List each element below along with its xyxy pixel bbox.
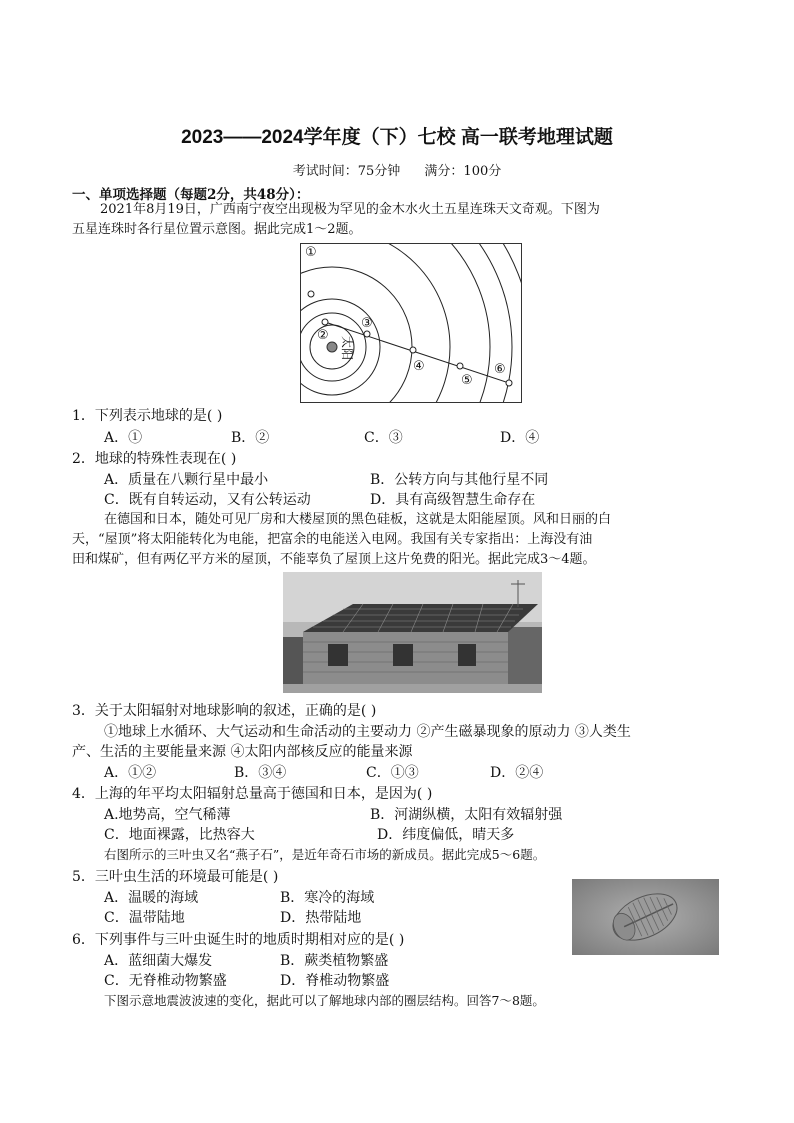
planet-3 [364, 331, 370, 337]
label-planet-2: ② [317, 328, 329, 343]
label-planet-6: ⑥ [494, 362, 506, 377]
option: D．②④ [490, 765, 544, 781]
exam-info [0, 160, 794, 179]
option: D．具有高级智慧生命存在 [370, 492, 536, 508]
question-3-statements: ①地球上水循环、大气运动和生命活动的主要动力 ②产生磁暴现象的原动力 ③人类生 [104, 724, 631, 740]
sun [327, 342, 337, 352]
intro-line: 2021年8月19日，广西南宁夜空出现极为罕见的金木水火土五星连珠天文奇观。下图为 [100, 202, 600, 217]
intro-line: 五星连珠时各行星位置示意图。据此完成1～2题。 [72, 222, 362, 237]
planet-5 [457, 363, 463, 369]
planet-orbit-figure [300, 243, 522, 403]
option: D．纬度偏低，晴天多 [377, 827, 515, 843]
question-1-options [104, 427, 539, 447]
option: A．①② [104, 765, 157, 781]
option: C．地面裸露，比热容大 [104, 827, 255, 843]
solar-roof-photo [283, 572, 542, 693]
label-planet-4: ④ [413, 359, 425, 374]
option: A.地势高，空气稀薄 [104, 807, 231, 823]
label-planet-5: ⑤ [461, 373, 473, 388]
question-5-options-row2 [104, 907, 361, 927]
option: A．温暖的海域 [104, 890, 199, 906]
question-6-stem: 6．下列事件与三叶虫诞生时的地质时期相对应的是( ) [72, 932, 405, 948]
label-planet-1: ① [305, 245, 317, 260]
question-5-stem: 5．三叶虫生活的环境最可能是( ) [72, 869, 279, 885]
intro-q5-6: 右图所示的三叶虫又名“燕子石”，是近年奇石市场的新成员。据此完成5～6题。 [104, 847, 546, 862]
sun-label: 太阳 [340, 336, 354, 361]
option: B．② [231, 430, 270, 446]
planet-2 [322, 319, 328, 325]
option: A．蓝细菌大爆发 [104, 953, 213, 969]
option: B．③④ [234, 765, 287, 781]
option: B．河湖纵横，太阳有效辐射强 [370, 807, 563, 823]
planet-6 [506, 380, 512, 386]
option: B．蕨类植物繁盛 [280, 953, 389, 969]
question-6-options-row2 [104, 970, 389, 990]
question-2-options-row2 [104, 489, 535, 509]
intro-q3-4 [72, 510, 722, 570]
option: D．热带陆地 [280, 910, 362, 926]
question-2-stem: 2．地球的特殊性表现在( ) [72, 451, 237, 467]
option: D．脊椎动物繁盛 [280, 973, 390, 989]
option: A．质量在八颗行星中最小 [104, 472, 269, 488]
option: C．无脊椎动物繁盛 [104, 973, 227, 989]
full-score: 满分：100分 [424, 164, 502, 179]
option: C．③ [364, 430, 403, 446]
section-heading: 一、单项选择题（每题2分，共48分）： [72, 187, 310, 203]
question-4-stem: 4．上海的年平均太阳辐射总量高于德国和日本，是因为( ) [72, 786, 433, 802]
trilobite-illustration [572, 879, 719, 955]
question-1-stem: 1．下列表示地球的是( ) [72, 408, 223, 424]
question-3-stem: 3．关于太阳辐射对地球影响的叙述，正确的是( ) [72, 703, 377, 719]
intro-line: 天，“屋顶”将太阳能转化为电能，把富余的电能送入电网。我国有关专家指出：上海没有油 [72, 532, 593, 547]
option: B．公转方向与其他行星不同 [370, 472, 549, 488]
question-4-options-row1 [104, 804, 562, 824]
label-planet-3: ③ [361, 316, 373, 331]
question-6-options-row1 [104, 950, 388, 970]
planet-4 [410, 347, 416, 353]
exam-title: 2023——2024学年度（下）七校 高一联考地理试题 [181, 127, 613, 148]
option: D．④ [500, 430, 540, 446]
exam-time: 考试时间：75分钟 [292, 164, 401, 179]
question-2-options-row1 [104, 469, 548, 489]
intro-q1-2 [72, 200, 722, 240]
orbit-7 [301, 244, 512, 402]
question-4-options-row2 [104, 824, 514, 844]
question-3-options [104, 762, 543, 782]
intro-line: 田和煤矿，但有两亿平方米的屋顶，不能辜负了屋顶上这片免费的阳光。据此完成3～4题。 [72, 552, 596, 567]
trilobite-photo [572, 879, 719, 955]
orbit-diagram [301, 244, 521, 402]
option: A．① [104, 430, 143, 446]
intro-q7-8: 下图示意地震波波速的变化，据此可以了解地球内部的圈层结构。回答7～8题。 [104, 993, 545, 1008]
option: C．①③ [366, 765, 419, 781]
option: B．寒冷的海域 [280, 890, 375, 906]
intro-line: 在德国和日本，随处可见厂房和大楼屋顶的黑色硅板，这就是太阳能屋顶。风和日丽的白 [104, 512, 612, 527]
option: C．既有自转运动，又有公转运动 [104, 492, 311, 508]
question-3-statements-cont: 产、生活的主要能量来源 ④太阳内部核反应的能量来源 [72, 744, 413, 760]
planet-1 [308, 291, 314, 297]
solar-roof-illustration [283, 572, 542, 693]
question-5-options-row1 [104, 887, 374, 907]
option: C．温带陆地 [104, 910, 185, 926]
